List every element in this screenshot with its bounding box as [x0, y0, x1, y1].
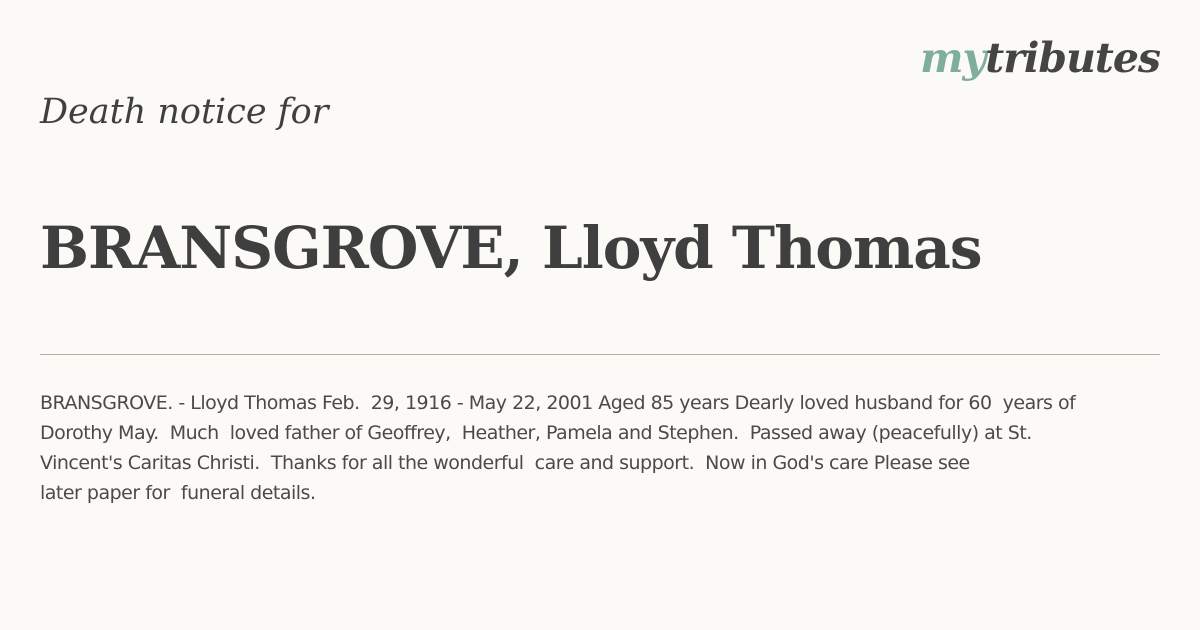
- logo-part-tributes: tributes: [985, 34, 1160, 82]
- notice-body-line: later paper for funeral details.: [40, 482, 316, 504]
- deceased-name: BRANSGROVE, Lloyd Thomas: [40, 214, 982, 282]
- notice-body-line: BRANSGROVE. - Lloyd Thomas Feb. 29, 1916 - May 22, 2001 Aged 85 years Dearly loved husband for 60 years of: [40, 392, 1076, 414]
- logo-part-my: my: [920, 34, 986, 82]
- notice-heading: Death notice for: [40, 92, 329, 132]
- notice-body: [40, 388, 1155, 508]
- mytributes-logo[interactable]: [920, 32, 1160, 84]
- notice-body-line: Dorothy May. Much loved father of Geoffrey, Heather, Pamela and Stephen. Passed away (peacefully) at St.: [40, 422, 1032, 444]
- divider: [40, 354, 1160, 355]
- notice-body-line: Vincent's Caritas Christi. Thanks for all the wonderful care and support. Now in God's care Please see: [40, 452, 970, 474]
